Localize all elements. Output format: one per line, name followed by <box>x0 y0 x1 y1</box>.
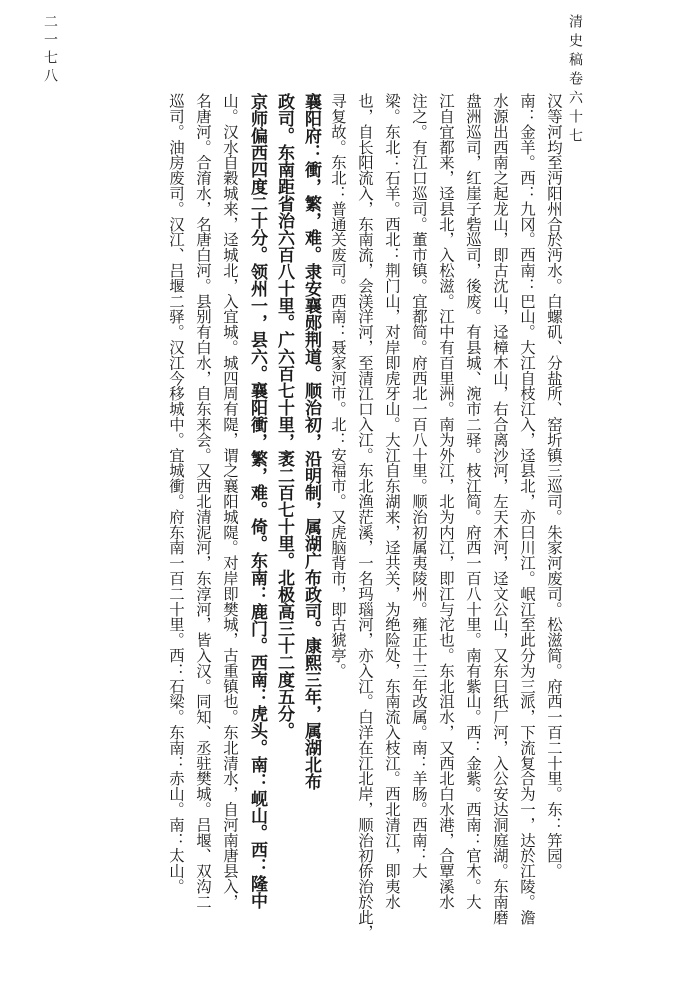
text-columns <box>27 93 567 973</box>
text-column-8: 也，自长阳流入，东南流，会渼洋河，至清江口入江。东北渔茫溪，一名玛瑙河，亦入江。白洋在江北岸，顺治初侨治於此， <box>356 93 374 940</box>
page-number: 二一七八 <box>42 14 58 86</box>
text-column-12: 京师偏西四度二十分。领州一，县六。襄阳衝，繁，难。倚。东南：鹿门。西南：虎头。南：岘山。西：隆中 <box>247 93 267 909</box>
text-column-7: 梁。东北：石羊。西北：荆门山，对岸即虎牙山。大江自东湖来，迳共关，为绝险处，东南流入枝江。西北清江，即夷水 <box>383 93 401 910</box>
text-column-11: 政司。东南距省治六百八十里。广六百七十里，袤二百七十里。北极高三十二度五分。 <box>274 93 294 739</box>
text-column-14: 名唐河。合淯水，名唐白河。县别有白水，自东来会。又西北清泥河，东淳河，皆入汉。同知、丞驻樊城。吕堰、双沟二 <box>194 93 212 910</box>
text-column-15: 巡司。油房废司。汉江、吕堰二驿。汉江今移城中。宜城衝。府东南一百二十里。西：石梁。东南：赤山。南：太山。 <box>167 93 185 894</box>
text-column-3: 水源出西南之起龙山，即古沈山，迳樟木山，右合离沙河，左天木河，迳文公山，又东曰纸厂河，入公安达洞庭湖。东南磨 <box>491 93 509 925</box>
text-column-1: 汉等河均至沔阳州合於沔水。白螺矶、分盐所、窑圻镇三巡司。朱家河废司。松滋简。府西一百二十里。东：笄园。 <box>545 93 563 879</box>
text-column-13: 山。汉水自穀城来，迳城北，入宜城。城四周有隄，谓之襄阳城隄。对岸即樊城，古重镇也。东北清水，自河南唐县入， <box>221 93 239 910</box>
text-column-9: 寻复故。东北：普通关废司。西南：聂家河市。北：安福市。又虎脑背市，即古猇亭。 <box>329 93 347 679</box>
page-header-title: 清史稿卷六十七 <box>567 14 583 147</box>
text-column-6: 注之。有江口巡司。董市镇。宜都简。府西北一百八十里。顺治初属夷陵州。雍正十三年改属。南：羊肠。西南：大 <box>410 93 428 879</box>
text-column-2: 南：金羊。西：九冈。西南：巴山。大江自枝江入，迳县北，亦曰川江。岷江至此分为三派，下流复合为一，达於江陵。澹 <box>518 93 536 925</box>
text-column-4: 盘洲巡司，红崖子砦巡司，後废。有县城、涴市二驿。枝江简。府西一百八十里。南有紫山。西：金紫。西南：官木。大 <box>464 93 482 910</box>
text-column-10: 襄阳府：衝，繁，难。隶安襄郧荆道。顺治初，沿明制，属湖广布政司。康熙三年，属湖北布 <box>301 93 321 790</box>
text-column-5: 江自宜都来，迳县北，入松滋。江中有百里洲。南为外江，北为内江，即江与沱也。东北沮水，又西北白水港，合覃溪水 <box>437 93 455 910</box>
